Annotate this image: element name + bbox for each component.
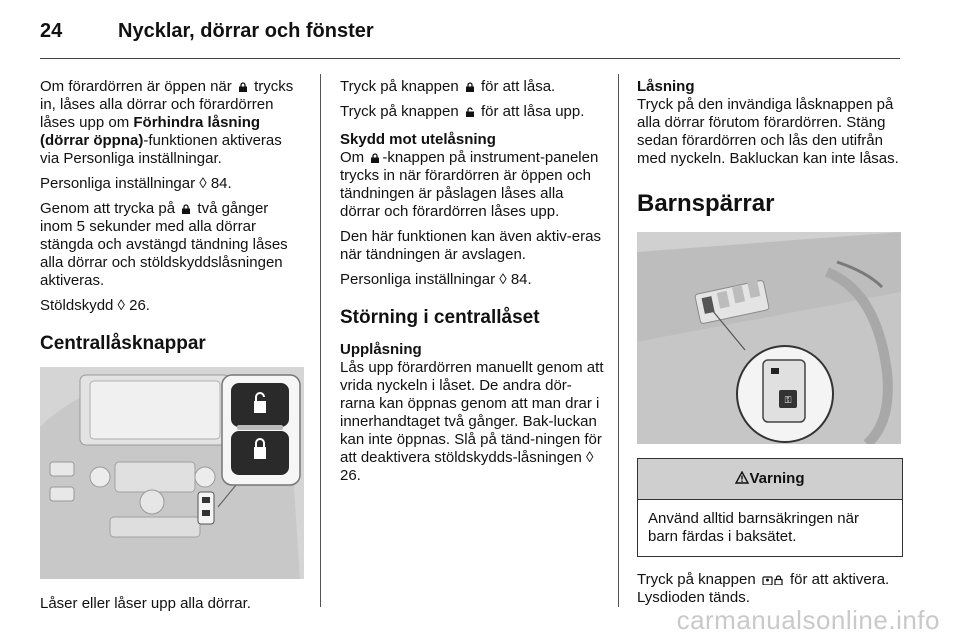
header-divider bbox=[40, 58, 900, 59]
cross-reference[interactable]: Stöldskydd ◊ 26. bbox=[40, 297, 150, 314]
subheading: Låsning bbox=[637, 78, 695, 95]
subheading: Upplåsning bbox=[340, 341, 422, 358]
subheading: Skydd mot utelåsning bbox=[340, 131, 496, 148]
warning-header bbox=[638, 459, 902, 500]
page-title: Nycklar, dörrar och fönster bbox=[118, 20, 374, 42]
section-heading: Centrallåsknappar bbox=[40, 333, 206, 354]
lock-icon bbox=[370, 153, 380, 163]
child-lock-illustration bbox=[637, 232, 901, 444]
image-caption: Låser eller låser upp alla dörrar. bbox=[40, 595, 251, 612]
section-heading: Störning i centrallåset bbox=[340, 307, 540, 328]
paragraph: Om förardörren är öppen när trycks in, låses alla dörrar och förardörren låses upp om Förhindra låsning (dörrar öppna)-funktionen aktiveras via Personliga inställningar. bbox=[40, 78, 294, 167]
cross-reference[interactable]: Personliga inställningar ◊ 84. bbox=[40, 175, 232, 192]
lock-icon bbox=[465, 82, 475, 92]
lock-icon bbox=[238, 82, 248, 92]
warning-title: Varning bbox=[749, 470, 805, 487]
lock-icon bbox=[181, 204, 191, 214]
paragraph: Tryck på knappen för att låsa. bbox=[340, 78, 556, 95]
child-lock-icon bbox=[762, 575, 784, 585]
paragraph: Genom att trycka på två gånger inom 5 sekunder med alla dörrar stängda och avstängd tändning låses alla dörrar och stöldskyddslåsningen aktiveras. bbox=[40, 200, 288, 289]
warning-triangle-icon bbox=[735, 471, 749, 484]
central-lock-illustration bbox=[40, 367, 304, 579]
lock-icon bbox=[465, 107, 475, 117]
page-header bbox=[0, 0, 960, 62]
door-panel-drawing bbox=[637, 232, 901, 444]
paragraph: Den här funktionen kan även aktiv-eras när tändningen är avslagen. bbox=[340, 228, 601, 263]
paragraph: Lås upp förardörren manuellt genom att vrida nyckeln i låset. De andra dör-rarna kan öppnas genom att man drar i innerhandtaget två gånger. Bak-luckan kan inte öppnas. Slå på tänd-ningen för att deaktivera stöldskydds-låsningen ◊ 26. bbox=[340, 359, 604, 484]
column-divider-2 bbox=[618, 74, 619, 607]
watermark-logo: carmanualsonline.info bbox=[676, 605, 940, 635]
column-2 bbox=[340, 78, 604, 492]
paragraph: Om -knappen på instrument-panelen trycks in när förardörren är öppen och tändningen är påslagen låses alla dörrar och förardörren låses upp. bbox=[340, 149, 599, 220]
paragraph: Tryck på den invändiga låsknappen på alla dörrar förutom förardörren. Stäng sedan förardörren och lås den utifrån med nyckeln. Bakluckan kan inte låsas. bbox=[637, 96, 899, 167]
page-number: 24 bbox=[40, 20, 63, 42]
paragraph: Tryck på knappen för att aktivera. Lysdioden tänds. bbox=[637, 571, 890, 606]
column-1 bbox=[40, 78, 304, 620]
warning-text: Använd alltid barnsäkringen när barn färdas i baksätet. bbox=[648, 510, 859, 545]
column-divider-1 bbox=[320, 74, 321, 607]
dashboard-drawing bbox=[40, 367, 304, 579]
section-heading: Barnspärrar bbox=[637, 190, 775, 217]
paragraph: Tryck på knappen för att låsa upp. bbox=[340, 103, 585, 120]
cross-reference[interactable]: Personliga inställningar ◊ 84. bbox=[340, 271, 532, 288]
column-3 bbox=[637, 78, 903, 614]
svg-text:⚿: ⚿ bbox=[784, 396, 792, 406]
warning-box bbox=[637, 458, 903, 557]
